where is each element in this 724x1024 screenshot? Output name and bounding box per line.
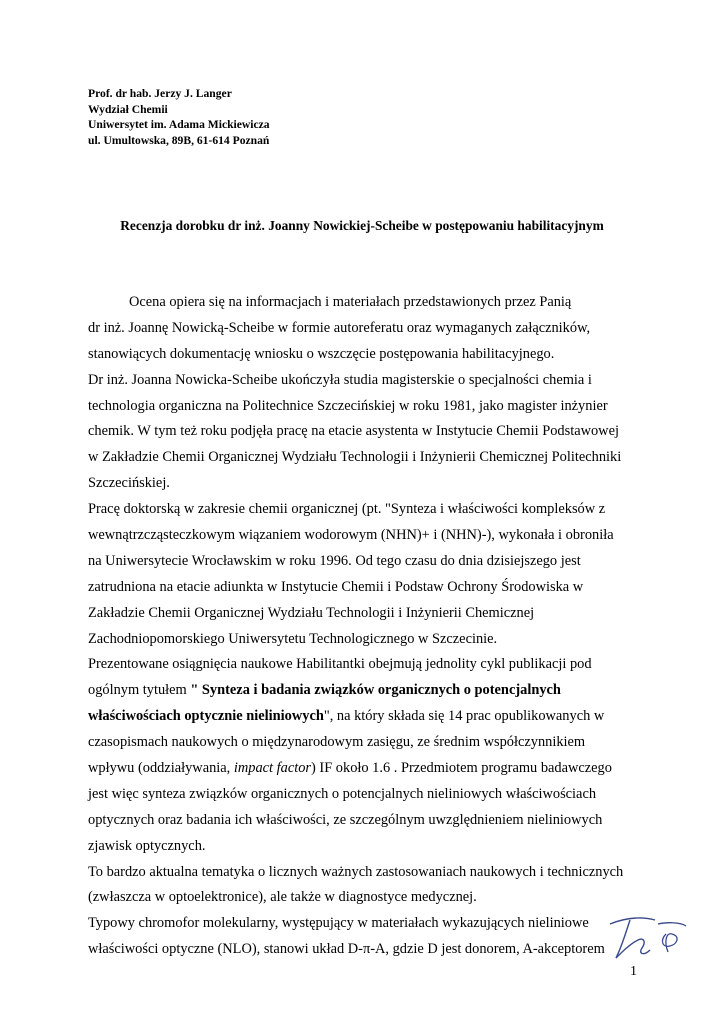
text-span: ogólnym tytułem xyxy=(88,682,191,699)
text-line: wewnątrzcząsteczkowym wiązaniem wodorowym (NHN)+ i (NHN)-), wykonała i obroniła xyxy=(88,527,614,544)
author-name: Prof. dr hab. Jerzy J. Langer xyxy=(88,87,232,100)
text-line: Zachodniopomorskiego Uniwersytetu Technologicznego w Szczecinie. xyxy=(88,630,498,647)
publication-series-title-cont: właściwościach optycznie nieliniowych xyxy=(88,708,324,725)
text-line: zjawisk optycznych. xyxy=(88,837,206,854)
text-line xyxy=(88,756,648,782)
text-line: dr inż. Joannę Nowicką-Scheibe w formie autoreferatu oraz wymaganych załączników, xyxy=(88,319,591,336)
text-line: Prezentowane osiągnięcia naukowe Habilitantki obejmują jednolity cykl publikacji pod xyxy=(88,656,592,673)
text-line: zatrudniona na etacie adiunkta w Instytucie Chemii i Podstaw Ochrony Środowiska w xyxy=(88,578,584,595)
text-line xyxy=(88,678,648,704)
impact-factor-term: impact factor xyxy=(233,760,312,777)
text-line: (zwłaszcza w optoelektronice), ale także w diagnostyce medycznej. xyxy=(88,889,477,906)
text-line: Typowy chromofor molekularny, występujący w materiałach wykazujących nieliniowe xyxy=(88,915,589,932)
text-line: jest więc synteza związków organicznych o potencjalnych nieliniowych właściwościach xyxy=(88,785,597,802)
text-line: Ocena opiera się na informacjach i materiałach przedstawionych przez Panią xyxy=(129,294,572,310)
text-line xyxy=(88,704,648,730)
signature-initials xyxy=(600,912,692,962)
text-span: wpływu (oddziaływania, xyxy=(88,760,234,777)
text-line: na Uniwersytecie Wrocławskim w roku 1996. Od tego czasu do dnia dzisiejszego jest xyxy=(88,552,581,569)
text-line: technologia organiczna na Politechnice Szczecińskiej w roku 1981, jako magister inżynier xyxy=(88,397,608,414)
text-line: Szczecińskiej. xyxy=(88,475,170,492)
document-title: Recenzja dorobku dr inż. Joanny Nowickiej-Scheibe w postępowaniu habilitacyjnym xyxy=(120,218,604,233)
text-line: czasopismach naukowych o międzynarodowym zasięgu, ze średnim współczynnikiem xyxy=(88,734,586,751)
page-number: 1 xyxy=(630,964,637,979)
text-line: optycznych oraz badania ich właściwości, ze szczególnym uwzględnieniem nieliniowych xyxy=(88,811,603,828)
text-span: ) IF około 1.6 . Przedmiotem programu badawczego xyxy=(311,760,612,777)
text-line: w Zakładzie Chemii Organicznej Wydziału Technologii i Inżynierii Chemicznej Politechniki xyxy=(88,449,622,466)
publication-series-title: " Synteza i badania związków organicznych o potencjalnych xyxy=(190,682,561,699)
document-body xyxy=(88,290,648,963)
text-line: Pracę doktorską w zakresie chemii organicznej (pt. "Synteza i właściwości kompleksów z xyxy=(88,501,606,518)
text-line: właściwości optyczne (NLO), stanowi układ D-π-A, gdzie D jest donorem, A-akceptorem xyxy=(88,941,605,958)
author-university: Uniwersytet im. Adama Mickiewicza xyxy=(88,118,270,131)
text-line: stanowiących dokumentację wniosku o wszczęcie postępowania habilitacyjnego. xyxy=(88,345,555,362)
text-line: Dr inż. Joanna Nowicka-Scheibe ukończyła studia magisterskie o specjalności chemia i xyxy=(88,371,592,388)
text-line: To bardzo aktualna tematyka o licznych ważnych zastosowaniach naukowych i technicznych xyxy=(88,863,624,880)
author-header xyxy=(88,86,270,148)
text-line: Zakładzie Chemii Organicznej Wydziału Technologii i Inżynierii Chemicznej xyxy=(88,604,535,621)
text-line: chemik. W tym też roku podjęła pracę na etacie asystenta w Instytucie Chemii Podstawowej xyxy=(88,423,619,440)
text-span: ", na który składa się 14 prac opublikowanych w xyxy=(323,708,605,725)
author-address: ul. Umultowska, 89B, 61-614 Poznań xyxy=(88,133,270,147)
author-department: Wydział Chemii xyxy=(88,102,168,116)
